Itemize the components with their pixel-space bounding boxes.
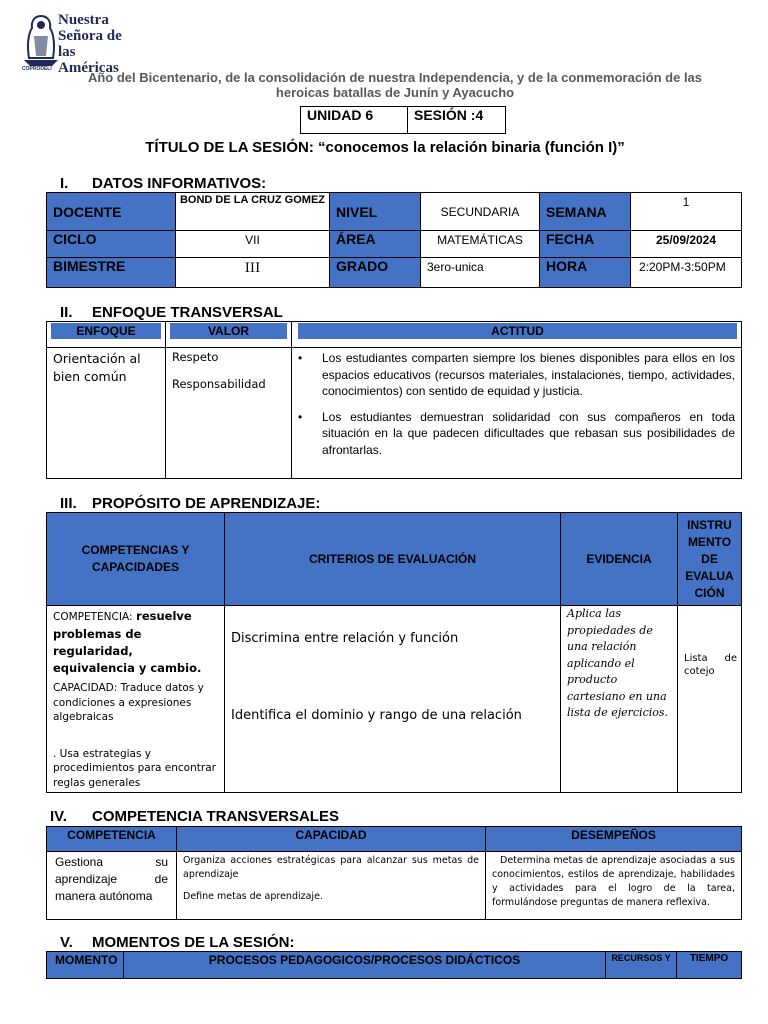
criterio-2: Identifica el dominio y rango de una relación <box>231 708 522 723</box>
section-3-heading <box>60 495 320 512</box>
area-value: MATEMÁTICAS <box>421 231 540 258</box>
bullet-icon: • <box>298 351 303 365</box>
enfoque-value: Orientación al bien común <box>47 348 166 479</box>
competencia-value: resuelve problemas de regularidad, equivalencia y cambio. <box>53 609 202 675</box>
bimestre-label: BIMESTRE <box>47 258 176 288</box>
section-5-title: MOMENTOS DE LA SESIÓN: <box>92 934 295 951</box>
datos-informativos-table <box>46 192 742 288</box>
valor-header-label: VALOR <box>170 323 287 339</box>
year-title-line-2: heroicas batallas de Junín y Ayacucho <box>275 85 515 100</box>
section-5-number: V. <box>60 934 73 951</box>
fecha-label: FECHA <box>540 231 631 258</box>
section-1-title: DATOS INFORMATIVOS: <box>92 175 267 192</box>
unidad-sesion-table <box>300 106 506 134</box>
bimestre-value: III <box>176 258 330 288</box>
capacidad-label: CAPACIDAD <box>53 682 114 694</box>
procesos-header: PROCESOS PEDAGOGICOS/PROCESOS DIDÁCTICOS <box>124 952 606 979</box>
nivel-label: NIVEL <box>330 193 421 231</box>
section-3-title: PROPÓSITO DE APRENDIZAJE: <box>92 495 321 512</box>
recursos-header: RECURSOS Y <box>606 952 677 979</box>
area-label: ÁREA <box>330 231 421 258</box>
school-logo <box>22 12 142 74</box>
criterio-1: Discrimina entre relación y función <box>231 631 459 646</box>
section-2-heading <box>60 304 283 321</box>
competencias-header: COMPETENCIAS Y CAPACIDADES <box>47 513 225 606</box>
competencia-label: COMPETENCIA: <box>53 611 133 623</box>
section-1-number: I. <box>60 175 69 192</box>
momento-header: MOMENTO <box>47 952 124 979</box>
logo-caption: COPRODELI <box>22 66 52 72</box>
docente-value: BOND DE LA CRUZ GOMEZ <box>176 193 330 231</box>
valor-2: Responsabilidad <box>172 377 266 391</box>
criterios-header: CRITERIOS DE EVALUACIÓN <box>225 513 561 606</box>
fecha-value: 25/09/2024 <box>631 231 742 258</box>
section-1-heading <box>60 175 266 192</box>
actitud-2: Los estudiantes demuestran solidaridad con sus compañeros en toda situación en la que padecen dificultades que rebasan sus posibilidades de afrontarlas. <box>322 409 735 457</box>
ciclo-label: CICLO <box>47 231 176 258</box>
transversal-competencia-value: Gestiona su aprendizaje de manera autónoma <box>47 852 177 920</box>
enfoque-header-valor <box>166 322 292 348</box>
valor-values <box>166 348 292 479</box>
enfoque-header-actitud <box>292 322 742 348</box>
transversal-capacidad-cell <box>177 852 486 920</box>
logo-line-3: Américas <box>58 60 119 76</box>
section-3-number: III. <box>60 495 77 512</box>
instrumento-cell: Lista de cotejo <box>678 606 742 793</box>
docente-label: DOCENTE <box>47 193 176 231</box>
logo-line-2: Señora de las <box>58 28 122 60</box>
virgin-emblem-icon <box>22 12 60 74</box>
criterios-cell <box>225 606 561 793</box>
actitud-header-label: ACTITUD <box>298 323 737 339</box>
transversal-capacidad-header: CAPACIDAD <box>177 827 486 852</box>
grado-value: 3ero-unica <box>421 258 540 288</box>
proposito-table <box>46 512 742 793</box>
evidencia-cell: Aplica las propiedades de una relación aplicando el producto cartesiano en una lista de ejercicios. <box>561 606 678 793</box>
transversal-desempenos-value: Determina metas de aprendizaje asociadas a sus conocimientos, estilos de aprendizaje, habilidades y actividades para el logro de la tarea, formulándose preguntas de manera reflexiva. <box>486 852 742 920</box>
semana-value: 1 <box>631 193 742 231</box>
section-4-number: IV. <box>50 808 67 825</box>
momentos-table <box>46 951 742 979</box>
section-2-number: II. <box>60 304 73 321</box>
section-5-heading <box>60 934 295 951</box>
enfoque-table <box>46 321 742 479</box>
year-title-line-1: Año del Bicentenario, de la consolidación de nuestra Independencia, y de la conmemoración de las <box>87 70 703 85</box>
instrumento-header: INSTRU MENTO DE EVALUA CIÓN <box>678 513 742 606</box>
capacidad-value: : Traduce datos y condiciones a expresiones algebraicas <box>53 682 204 723</box>
hora-value: 2:20PM-3:50PM <box>631 258 742 288</box>
evidencia-header: EVIDENCIA <box>561 513 678 606</box>
nivel-value: SECUNDARIA <box>421 193 540 231</box>
section-4-heading <box>50 808 339 825</box>
transversal-capacidad-1: Organiza acciones estratégicas para alcanzar sus metas de aprendizaje <box>183 855 479 880</box>
session-title: TÍTULO DE LA SESIÓN: “conocemos la relación binaria (función I)” <box>145 139 625 156</box>
ciclo-value: VII <box>176 231 330 258</box>
capacidad-2: . Usa estrategias y procedimientos para encontrar reglas generales <box>53 747 216 789</box>
unidad-cell: UNIDAD 6 <box>301 107 408 134</box>
tiempo-header: TIEMPO <box>677 952 742 979</box>
transversal-capacidad-2: Define metas de aprendizaje. <box>183 891 323 902</box>
hora-label: HORA <box>540 258 631 288</box>
sesion-cell: SESIÓN :4 <box>408 107 506 134</box>
semana-label: SEMANA <box>540 193 631 231</box>
year-title <box>40 70 750 100</box>
actitud-values <box>292 348 742 479</box>
valor-1: Respeto <box>172 350 219 364</box>
enfoque-header-label: ENFOQUE <box>51 323 161 339</box>
section-2-title: ENFOQUE TRANSVERSAL <box>92 304 283 321</box>
bullet-icon: • <box>298 409 303 424</box>
section-4-title: COMPETENCIA TRANSVERSALES <box>92 808 339 825</box>
grado-label: GRADO <box>330 258 421 288</box>
competencia-cell <box>47 606 225 793</box>
logo-line-1: Nuestra <box>58 12 109 28</box>
transversal-desempenos-header: DESEMPEÑOS <box>486 827 742 852</box>
enfoque-header-enfoque <box>47 322 166 348</box>
transversal-competencia-header: COMPETENCIA <box>47 827 177 852</box>
transversales-table <box>46 826 742 920</box>
actitud-1: Los estudiantes comparten siempre los bienes disponibles para ellos en los espacios educativos (recursos materiales, instalaciones, tiempo, actividades, conocimientos) con sentido de equidad y justicia. <box>322 351 735 398</box>
